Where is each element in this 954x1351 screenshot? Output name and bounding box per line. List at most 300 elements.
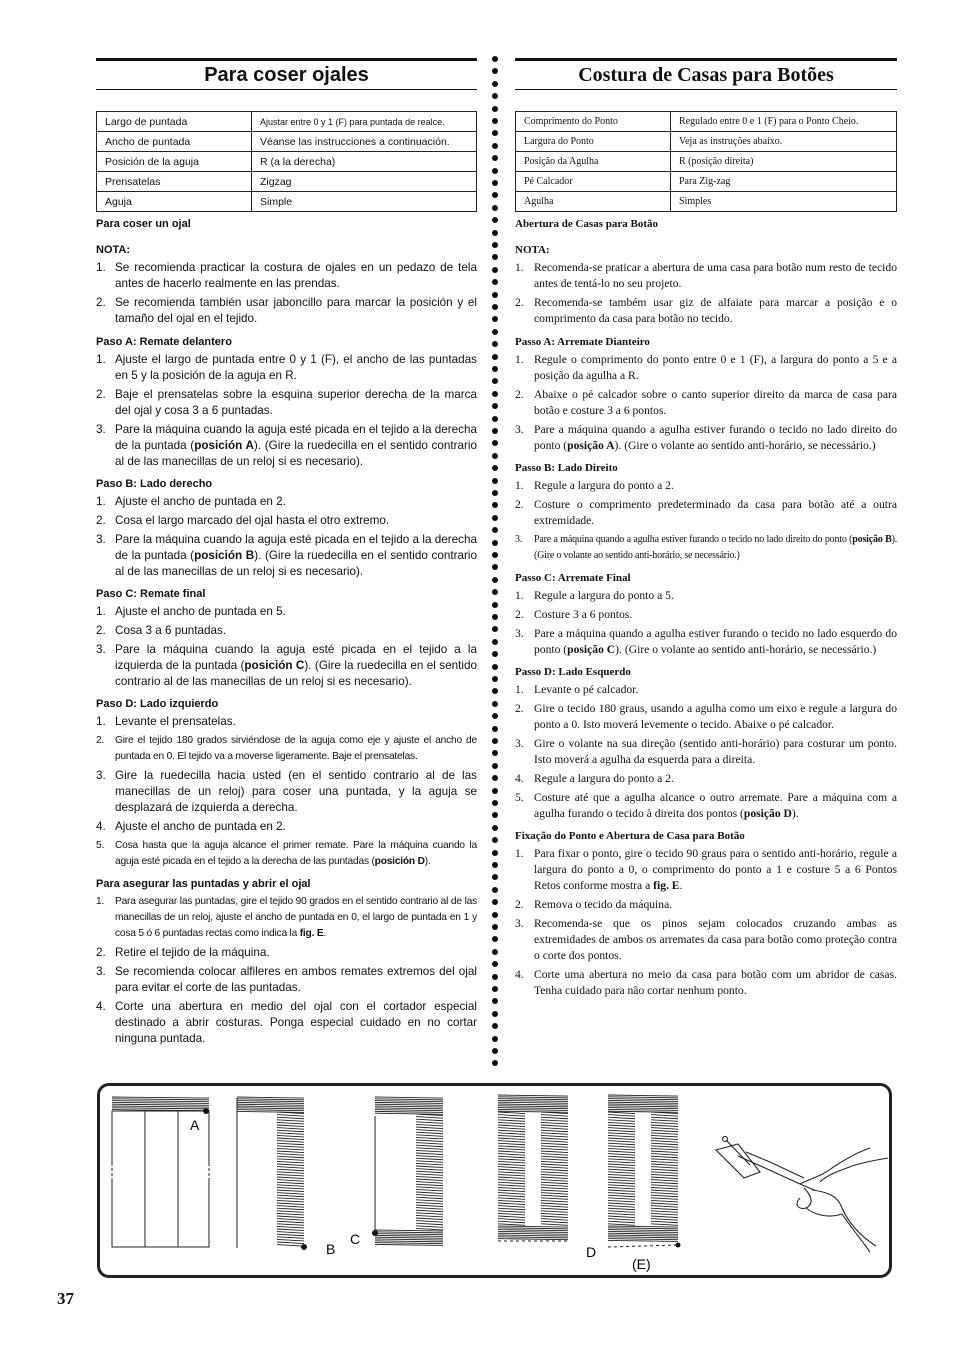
divider-dot xyxy=(492,961,498,967)
divider-dot xyxy=(492,453,498,459)
divider-dot xyxy=(492,329,498,335)
divider-dot xyxy=(492,1023,498,1029)
label-position-b: B xyxy=(326,1241,336,1257)
divider-dot xyxy=(492,726,498,732)
list-item xyxy=(96,623,477,639)
divider-dot xyxy=(492,378,498,384)
item-number: 3. xyxy=(96,423,106,436)
divider-dot xyxy=(492,676,498,682)
step-a-heading: Passo A: Arremate Dianteiro xyxy=(515,336,650,348)
item-text: Regule a largura do ponto a 2. xyxy=(534,772,674,785)
label-figure-e: (E) xyxy=(632,1256,651,1272)
divider-dot xyxy=(492,701,498,707)
divider-dot xyxy=(492,440,498,446)
item-number: 2. xyxy=(515,608,524,621)
item-text: Costure até que a agulha alcance o outro arremate. Pare a máquina com a agulha furando o tecido à direita dos pontos ( xyxy=(534,791,897,820)
divider-dot xyxy=(492,552,498,558)
divider-dot xyxy=(492,316,498,322)
label-position-d: D xyxy=(586,1244,597,1260)
item-text: Ajuste el ancho de puntada en 5. xyxy=(115,605,286,618)
item-number: 2. xyxy=(515,898,524,911)
list-item xyxy=(96,260,477,292)
settings-table xyxy=(96,111,477,212)
label-position-a: A xyxy=(190,1117,200,1133)
step-list xyxy=(515,478,897,564)
setting-value: Para Zig-zag xyxy=(671,172,897,192)
item-text: ). (Gire o volante ao sentido anti-horário, se necessário.) xyxy=(614,439,876,452)
step-list xyxy=(96,352,477,470)
list-item xyxy=(515,916,897,964)
setting-value: R (a la derecha) xyxy=(252,152,477,172)
item-text: Retire el tejido de la máquina. xyxy=(115,946,270,959)
divider-dot xyxy=(492,118,498,124)
step-c-heading: Passo C: Arremate Final xyxy=(515,572,631,584)
setting-value: R (posição direita) xyxy=(671,152,897,172)
item-number: 4. xyxy=(96,820,106,833)
list-item xyxy=(515,387,897,419)
list-item xyxy=(515,846,897,894)
divider-dot xyxy=(492,267,498,273)
divider-dot xyxy=(492,639,498,645)
setting-name: Largura do Ponto xyxy=(516,132,671,152)
item-number: 1. xyxy=(96,896,105,907)
divider-dot xyxy=(492,527,498,533)
item-number: 3. xyxy=(515,423,524,436)
step-e-diagram xyxy=(608,1095,681,1248)
list-item xyxy=(96,387,477,419)
list-item xyxy=(96,819,477,835)
item-text: Pare la máquina cuando la aguja esté picada en el tejido a la derecha de la puntada ( xyxy=(115,533,477,562)
step-list xyxy=(96,260,477,327)
item-text: Gire o tecido 180 graus, usando a agulha como um eixo e regule a largura do ponto a 0. Isto moverá levemente o tecido. Abaixe o pé calcador. xyxy=(534,702,897,731)
divider-dot xyxy=(492,515,498,521)
item-text: Se recomienda también usar jaboncillo para marcar la posición y el tamaño del ojal en el tejido. xyxy=(115,296,477,325)
item-text: ). xyxy=(791,807,799,820)
step-list xyxy=(515,260,897,327)
divider-dot xyxy=(492,986,498,992)
item-text: Pare a máquina quando a agulha estiver furando o tecido no lado direito do ponto ( xyxy=(534,423,897,452)
item-number: 1. xyxy=(515,847,524,860)
divider-dot xyxy=(492,862,498,868)
list-item xyxy=(96,295,477,327)
item-number: 1. xyxy=(515,261,524,274)
divider-dot xyxy=(492,1036,498,1042)
item-text: Abaixe o pé calcador sobre o canto superior direito da marca de casa para botão e costure 3 a 6 pontos. xyxy=(534,388,897,417)
divider-dot xyxy=(492,899,498,905)
divider-dot xyxy=(492,155,498,161)
item-number: 2. xyxy=(96,624,106,637)
list-item xyxy=(515,260,897,292)
item-text: Costure o comprimento predeterminado da casa para botão até a outra extremidade. xyxy=(534,498,897,527)
note-heading: NOTA: xyxy=(96,244,131,256)
item-text: Corte una abertura en medio del ojal con el cortador especial destinado a abrir costuras. Ponga especial cuidado en no cortar ninguna puntada. xyxy=(115,1000,477,1045)
list-item xyxy=(96,768,477,816)
divider-dot xyxy=(492,924,498,930)
item-text: ). (Gire la ruedecilla en el sentido contrario al de las manecillas de un reloj si es necesario). xyxy=(115,439,477,468)
divider-dot xyxy=(492,478,498,484)
list-item xyxy=(515,478,897,494)
item-emphasis: posição C xyxy=(567,643,616,656)
setting-name: Pé Calcador xyxy=(516,172,671,192)
list-item xyxy=(96,714,477,730)
list-item xyxy=(96,999,477,1047)
buttonhole-illustration xyxy=(100,1086,889,1275)
item-text: Costure 3 a 6 pontos. xyxy=(534,608,633,621)
item-number: 1. xyxy=(96,495,106,508)
item-text: ). (Gire la ruedecilla en el sentido contrario al de las manecillas de un reloj si es necesario). xyxy=(115,549,477,578)
divider-dot xyxy=(492,130,498,136)
item-number: 3. xyxy=(515,627,524,640)
divider-dot xyxy=(492,912,498,918)
note-heading: NOTA: xyxy=(515,244,550,256)
divider-dot xyxy=(492,577,498,583)
subsection-heading: Para coser un ojal xyxy=(96,218,191,230)
divider-dot xyxy=(492,68,498,74)
list-item xyxy=(96,964,477,996)
list-item xyxy=(515,736,897,768)
divider-dot xyxy=(492,540,498,546)
divider-dot xyxy=(492,93,498,99)
item-number: 1. xyxy=(515,589,524,602)
divider-dot xyxy=(492,788,498,794)
setting-name: Aguja xyxy=(97,192,252,212)
item-text: Para fixar o ponto, gire o tecido 90 graus para o sentido anti-horário, regule a largura do ponto a 0, o comprimento do ponto a 1 e costure 5 a 6 Pontos Retos conforme mostra a xyxy=(534,847,897,892)
step-b-heading: Passo B: Lado Direito xyxy=(515,462,618,474)
item-text: Se recomienda practicar la costura de ojales en un pedazo de tela antes de hacerlo realmente en las prendas. xyxy=(115,261,477,290)
divider-dot xyxy=(492,1060,498,1066)
item-text: Recomenda-se praticar a abertura de uma casa para botão num resto de tecido antes de tentá-lo no seu projeto. xyxy=(534,261,897,290)
item-text: Remova o tecido da máquina. xyxy=(534,898,673,911)
item-number: 4. xyxy=(96,1000,106,1013)
list-item xyxy=(96,945,477,961)
item-number: 1. xyxy=(96,605,106,618)
divider-dot xyxy=(492,403,498,409)
setting-value: Regulado entre 0 e 1 (F) para o Ponto Cheio. xyxy=(671,112,897,132)
item-text: Gire o volante na sua direção (sentido anti-horário) para costurar um ponto. Isto moverá a agulha da esquerda para a direita. xyxy=(534,737,897,766)
list-item xyxy=(96,494,477,510)
divider-dot xyxy=(492,416,498,422)
item-text: Cosa hasta que la aguja alcance el primer remate. Pare la máquina cuando la aguja esté picada en el tejido a la derecha de las puntadas ( xyxy=(115,840,477,867)
divider-dot xyxy=(492,354,498,360)
item-text: Levante el prensatelas. xyxy=(115,715,236,728)
list-item xyxy=(515,967,897,999)
item-number: 2. xyxy=(96,514,106,527)
finish-heading: Para asegurar las puntadas y abrir el ojal xyxy=(96,878,311,890)
item-number: 2. xyxy=(96,388,106,401)
list-item xyxy=(96,532,477,580)
item-number: 1. xyxy=(515,353,524,366)
section-title: Para coser ojales xyxy=(204,64,369,86)
item-number: 1. xyxy=(96,715,106,728)
item-emphasis: posición C xyxy=(244,659,305,672)
step-b-diagram xyxy=(237,1097,307,1250)
list-item xyxy=(96,838,477,870)
settings-table xyxy=(515,111,897,212)
label-position-c: C xyxy=(350,1231,361,1247)
divider-dot xyxy=(492,242,498,248)
settings-row xyxy=(97,192,477,212)
list-item xyxy=(96,352,477,384)
column-spanish xyxy=(96,58,477,1050)
item-number: 2. xyxy=(96,296,106,309)
settings-row xyxy=(516,152,897,172)
list-item xyxy=(515,422,897,454)
title-bar xyxy=(515,58,897,90)
step-c-heading: Paso C: Remate final xyxy=(96,588,206,600)
section-title: Costura de Casas para Botões xyxy=(578,64,834,86)
item-number: 3. xyxy=(96,769,106,782)
divider-dot xyxy=(492,192,498,198)
divider-dot xyxy=(492,998,498,1004)
divider-dot xyxy=(492,626,498,632)
setting-value: Simples xyxy=(671,192,897,212)
item-text: Para asegurar las puntadas, gire el tejido 90 grados en el sentido contrario al de las manecillas de un reloj, ajuste el ancho de puntada en 0, el largo de puntada en 1 y cosa 5 ó 6 puntadas rectas como indica la xyxy=(115,896,477,939)
divider-dot xyxy=(492,936,498,942)
setting-name: Largo de puntada xyxy=(97,112,252,132)
divider-dot xyxy=(492,589,498,595)
divider-dot xyxy=(492,602,498,608)
item-text: Pare la máquina cuando la aguja esté picada en el tejido a la derecha de la puntada ( xyxy=(115,423,477,452)
divider-dot xyxy=(492,738,498,744)
step-list xyxy=(96,714,477,870)
list-item xyxy=(96,513,477,529)
divider-dot xyxy=(492,180,498,186)
divider-dot xyxy=(492,56,498,62)
item-text: Corte uma abertura no meio da casa para botão com um abridor de casas. Tenha cuidado para não cortar nenhum ponto. xyxy=(534,968,897,997)
divider-dot xyxy=(492,1011,498,1017)
divider-dot xyxy=(492,205,498,211)
settings-row xyxy=(516,112,897,132)
item-text: ). (Gire o volante ao sentido anti-horário, se necessário.) xyxy=(534,534,898,561)
divider-dot xyxy=(492,614,498,620)
item-text: Se recomienda colocar alfileres en ambos remates extremos del ojal para evitar el corte de las puntadas. xyxy=(115,965,477,994)
settings-row xyxy=(97,112,477,132)
list-item xyxy=(515,295,897,327)
divider-dot xyxy=(492,143,498,149)
finish-heading: Fixação do Ponto e Abertura de Casa para Botão xyxy=(515,830,745,842)
setting-name: Agulha xyxy=(516,192,671,212)
item-text: ). (Gire la ruedecilla en el sentido contrario al de las manecillas de un reloj si es necesario). xyxy=(115,659,477,688)
settings-row xyxy=(516,172,897,192)
setting-value: Zigzag xyxy=(252,172,477,192)
item-number: 1. xyxy=(96,353,106,366)
list-item xyxy=(515,626,897,658)
divider-dot xyxy=(492,850,498,856)
item-number: 2. xyxy=(515,702,524,715)
item-number: 5. xyxy=(96,840,105,851)
divider-dot xyxy=(492,1048,498,1054)
step-a-heading: Paso A: Remate delantero xyxy=(96,336,232,348)
settings-row xyxy=(516,192,897,212)
setting-name: Posición de la aguja xyxy=(97,152,252,172)
list-item xyxy=(515,682,897,698)
item-number: 1. xyxy=(96,261,106,274)
list-item xyxy=(96,604,477,620)
divider-dot xyxy=(492,564,498,570)
divider-dot xyxy=(492,230,498,236)
list-item xyxy=(96,733,477,765)
divider-dot xyxy=(492,168,498,174)
divider-dot xyxy=(492,688,498,694)
item-emphasis: posición A xyxy=(194,439,254,452)
item-number: 2. xyxy=(515,498,524,511)
item-text: Levante o pé calcador. xyxy=(534,683,639,696)
divider-dot xyxy=(492,812,498,818)
title-bar xyxy=(96,58,477,90)
setting-name: Comprimento do Ponto xyxy=(516,112,671,132)
item-text: Pare a máquina quando a agulha estiver furando o tecido no lado esquerdo do ponto ( xyxy=(534,627,897,656)
item-number: 3. xyxy=(96,643,106,656)
item-emphasis: posição D xyxy=(743,807,792,820)
setting-name: Ancho de puntada xyxy=(97,132,252,152)
divider-dot xyxy=(492,651,498,657)
item-emphasis: fig. E xyxy=(653,879,680,892)
step-list xyxy=(96,894,477,1047)
item-text: Regule a largura do ponto a 2. xyxy=(534,479,674,492)
setting-value: Véanse las instrucciones a continuación. xyxy=(252,132,477,152)
item-text: Cosa 3 a 6 puntadas. xyxy=(115,624,227,637)
divider-dot xyxy=(492,490,498,496)
divider-dot xyxy=(492,750,498,756)
item-text: Regule o comprimento do ponto entre 0 e 1 (F), a largura do ponto a 5 e a posição da agulha a R. xyxy=(534,353,897,382)
item-number: 2. xyxy=(515,388,524,401)
item-number: 1. xyxy=(515,683,524,696)
divider-dot xyxy=(492,713,498,719)
item-text: Recomenda-se também usar giz de alfaiate para marcar a posição e o comprimento da casa para botão no tecido. xyxy=(534,296,897,325)
item-text: Cosa el largo marcado del ojal hasta el otro extremo. xyxy=(115,514,390,527)
divider-dot xyxy=(492,254,498,260)
item-emphasis: fig. E xyxy=(299,928,324,939)
divider-dot xyxy=(492,664,498,670)
settings-row xyxy=(97,172,477,192)
divider-dot xyxy=(492,304,498,310)
item-text: Pare la máquina cuando la aguja esté picada en el tejido a la izquierda de la puntada ( xyxy=(115,643,477,672)
item-text: Ajuste el ancho de puntada en 2. xyxy=(115,820,286,833)
divider-dot xyxy=(492,837,498,843)
setting-value: Ajustar entre 0 y 1 (F) para puntada de realce. xyxy=(252,112,477,132)
item-number: 2. xyxy=(96,735,105,746)
step-list xyxy=(515,588,897,658)
divider-dot xyxy=(492,502,498,508)
item-text: Baje el prensatelas sobre la esquina superior derecha de la marca del ojal y cosa 3 a 6 puntadas. xyxy=(115,388,477,417)
setting-name: Prensatelas xyxy=(97,172,252,192)
page-number: 37 xyxy=(57,1289,74,1308)
list-item xyxy=(96,894,477,942)
list-item xyxy=(515,607,897,623)
item-number: 2. xyxy=(96,946,106,959)
item-text: ). xyxy=(424,856,431,867)
divider-dot xyxy=(492,887,498,893)
divider-dot xyxy=(492,217,498,223)
item-text: Pare a máquina quando a agulha estiver furando o tecido no lado direito do ponto ( xyxy=(534,534,853,545)
divider-dot xyxy=(492,775,498,781)
list-item xyxy=(96,422,477,470)
divider-dot xyxy=(492,341,498,347)
list-item xyxy=(515,588,897,604)
subsection-heading: Abertura de Casas para Botão xyxy=(515,218,658,230)
divider-dot xyxy=(492,279,498,285)
item-number: 5. xyxy=(515,791,524,804)
step-d-heading: Passo D: Lado Esquerdo xyxy=(515,666,631,678)
list-item xyxy=(515,352,897,384)
item-number: 3. xyxy=(515,534,523,545)
item-number: 4. xyxy=(515,968,524,981)
item-text: Gire la ruedecilla hacia usted (en el sentido contrario al de las manecillas de un reloj) para coser una puntada, y la aguja se desplazará de izquierda a derecha. xyxy=(115,769,477,814)
setting-value: Veja as instruções abaixo. xyxy=(671,132,897,152)
setting-value: Simple xyxy=(252,192,477,212)
divider-dot xyxy=(492,974,498,980)
divider-dot xyxy=(492,292,498,298)
step-list xyxy=(96,494,477,580)
column-divider-dots xyxy=(490,56,502,1074)
item-number: 3. xyxy=(96,533,106,546)
divider-dot xyxy=(492,763,498,769)
item-emphasis: posición D xyxy=(374,856,425,867)
item-number: 3. xyxy=(515,917,524,930)
seam-ripper-hand-icon xyxy=(716,1137,888,1253)
step-list xyxy=(515,682,897,822)
item-text: Recomenda-se que os pinos sejam colocados cruzando ambas as extremidades de ambos os arremates da casa para botão como proteção contra o corte dos pontos. xyxy=(534,917,897,962)
list-item xyxy=(515,897,897,913)
item-text: . xyxy=(679,879,683,892)
settings-row xyxy=(97,152,477,172)
divider-dot xyxy=(492,428,498,434)
item-text: ). (Gire o volante ao sentido anti-horário, se necessário.) xyxy=(615,643,877,656)
step-list xyxy=(96,604,477,690)
item-text: Ajuste el largo de puntada entre 0 y 1 (F), el ancho de las puntadas en 5 y la posición de la aguja en R. xyxy=(115,353,477,382)
item-number: 1. xyxy=(515,479,524,492)
settings-row xyxy=(516,132,897,152)
step-c-diagram xyxy=(372,1097,443,1245)
buttonhole-figure xyxy=(97,1083,892,1278)
list-item xyxy=(515,532,897,564)
divider-dot xyxy=(492,465,498,471)
settings-row xyxy=(97,132,477,152)
item-emphasis: posição A xyxy=(567,439,615,452)
divider-dot xyxy=(492,106,498,112)
item-number: 2. xyxy=(515,296,524,309)
divider-dot xyxy=(492,800,498,806)
list-item xyxy=(515,701,897,733)
divider-dot xyxy=(492,366,498,372)
list-item xyxy=(515,790,897,822)
divider-dot xyxy=(492,825,498,831)
item-emphasis: posición B xyxy=(194,549,255,562)
divider-dot xyxy=(492,949,498,955)
column-portuguese xyxy=(515,58,897,1002)
divider-dot xyxy=(492,391,498,397)
step-d-diagram xyxy=(498,1095,568,1241)
setting-name: Posição da Agulha xyxy=(516,152,671,172)
list-item xyxy=(515,497,897,529)
step-list xyxy=(515,846,897,999)
step-d-heading: Paso D: Lado izquierdo xyxy=(96,698,219,710)
step-b-heading: Paso B: Lado derecho xyxy=(96,478,213,490)
list-item xyxy=(96,642,477,690)
list-item xyxy=(515,771,897,787)
item-text: Ajuste el ancho de puntada en 2. xyxy=(115,495,286,508)
step-list xyxy=(515,352,897,454)
item-text: Regule a largura do ponto a 5. xyxy=(534,589,674,602)
item-emphasis: posição B xyxy=(852,534,892,545)
item-text: . xyxy=(323,928,327,939)
divider-dot xyxy=(492,81,498,87)
item-number: 3. xyxy=(515,737,524,750)
item-number: 4. xyxy=(515,772,524,785)
divider-dot xyxy=(492,874,498,880)
item-text: Gire el tejido 180 grados sirviéndose de la aguja como eje y ajuste el ancho de puntada en 0. El tejido va a moverse ligeramente. Baje el prensatelas. xyxy=(115,735,477,762)
item-number: 3. xyxy=(96,965,106,978)
